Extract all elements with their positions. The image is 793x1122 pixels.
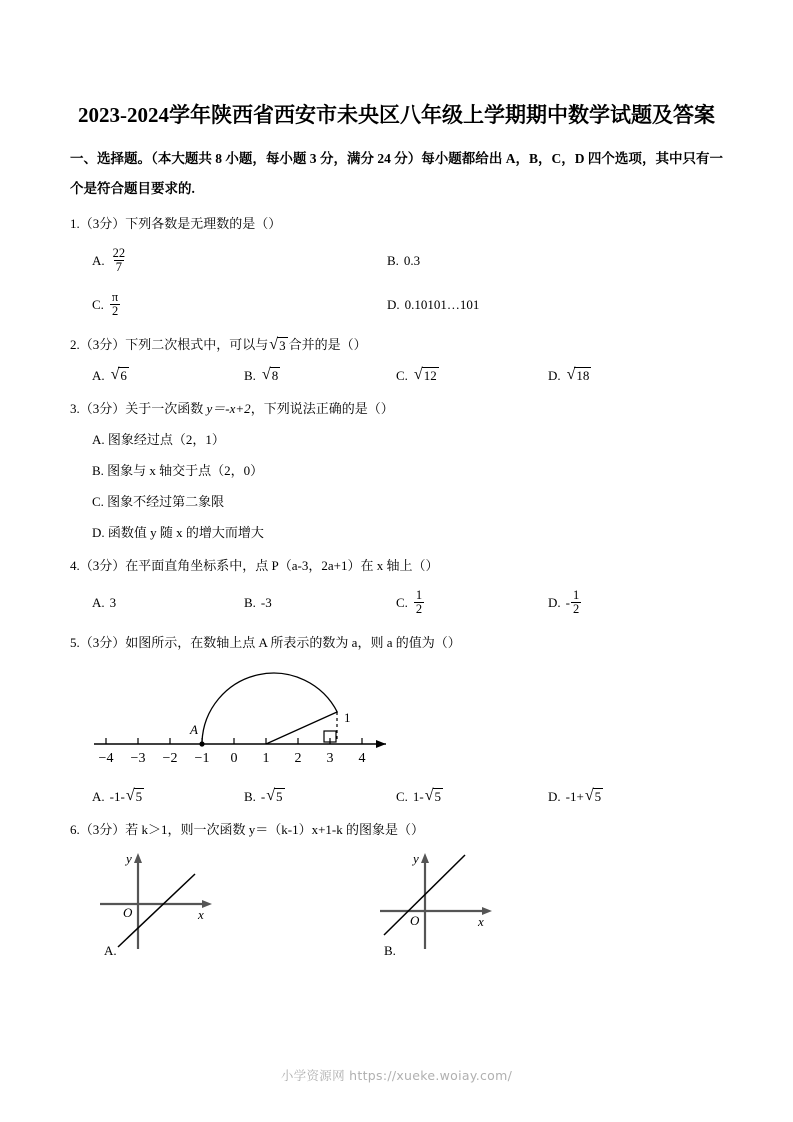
radicand: 12	[423, 367, 437, 383]
question-1-option-a[interactable]	[92, 239, 387, 283]
sqrt-5	[126, 788, 144, 804]
option-label: C.	[396, 789, 408, 804]
question-3-answer-blank	[368, 393, 402, 424]
question-3-text-pre: 关于一次函数	[125, 401, 207, 416]
question-2-number: 2.	[70, 337, 80, 352]
sqrt-5	[585, 788, 603, 804]
question-1-number: 1.	[70, 216, 80, 231]
fraction-negative-1-over-2	[571, 589, 581, 616]
option-label: A.	[92, 368, 105, 383]
radicand: 5	[594, 788, 602, 804]
question-2-option-b[interactable]	[244, 360, 396, 391]
question-6	[70, 814, 723, 959]
radicand: 18	[576, 367, 590, 383]
graph-b-option-label: B.	[384, 943, 396, 958]
option-value: 0.10101…101	[404, 297, 480, 312]
question-4-option-b[interactable]	[244, 581, 396, 625]
option-value: 图象与 x 轴交于点（2，0）	[107, 463, 264, 478]
option-label: C.	[396, 595, 408, 610]
graph-a-diagram[interactable]	[90, 849, 240, 954]
fraction-numerator: 22	[112, 245, 126, 260]
option-label: D.	[548, 789, 561, 804]
arc-path	[202, 673, 338, 742]
fraction-pi-over-2	[110, 291, 120, 318]
option-label: D.	[387, 297, 400, 312]
number-line-tick-labels	[99, 751, 366, 766]
question-2-stem	[70, 329, 723, 360]
question-1-answer-blank	[255, 208, 289, 239]
option-value: -3	[260, 595, 272, 610]
option-label: D.	[548, 368, 561, 383]
radicand: 3	[279, 338, 286, 354]
question-3-option-c[interactable]	[70, 486, 723, 517]
question-2-option-a[interactable]	[92, 360, 244, 391]
question-3-text-post: ，下列说法正确的是	[250, 401, 368, 416]
question-2-options	[70, 360, 723, 391]
graph-a-x-label: x	[198, 907, 204, 922]
sqrt-12	[414, 367, 439, 383]
question-5-number: 5.	[70, 635, 80, 650]
question-5-stem	[70, 627, 723, 658]
graph-a-y-label: y	[126, 851, 132, 866]
question-6-answer-blank	[398, 814, 432, 845]
question-4-number: 4.	[70, 558, 80, 573]
option-prefix: -1-	[109, 789, 125, 804]
radicand: 6	[120, 367, 127, 383]
point-a-marker	[199, 741, 204, 746]
leg-length-label: 1	[344, 710, 351, 725]
question-2-option-d[interactable]	[548, 360, 700, 391]
question-4-options	[70, 581, 723, 625]
radical-sign: √	[261, 365, 271, 383]
graph-b-y-arrow-icon	[421, 853, 429, 863]
option-label: A.	[92, 595, 105, 610]
question-6-points: （3分）	[79, 822, 126, 837]
option-label: A.	[92, 789, 105, 804]
sqrt-3-inline	[269, 337, 287, 353]
sqrt-5	[266, 788, 284, 804]
option-label: C.	[396, 368, 408, 383]
question-3-option-d[interactable]	[70, 517, 723, 548]
question-1-option-b[interactable]	[387, 239, 682, 283]
graph-b-x-label: x	[478, 914, 484, 929]
fraction-denominator: 2	[111, 303, 119, 318]
graph-b-y-label: y	[413, 851, 419, 866]
question-3-function: y＝-x+2	[206, 401, 251, 416]
option-label: A.	[92, 253, 105, 268]
radical-sign: √	[125, 786, 135, 804]
svg-text:3: 3	[326, 751, 334, 766]
question-5-options	[70, 781, 723, 812]
question-3-option-b[interactable]	[70, 455, 723, 486]
option-prefix: 1-	[412, 789, 424, 804]
question-5-points: （3分）	[79, 635, 126, 650]
option-value: 图象经过点（2，1）	[107, 432, 225, 447]
fraction-numerator: π	[111, 289, 119, 304]
question-1-text: 下列各数是无理数的是	[125, 216, 256, 231]
question-4-answer-blank	[412, 550, 446, 581]
radical-sign: √	[424, 786, 434, 804]
sqrt-8	[262, 367, 280, 383]
radicand: 8	[271, 367, 279, 383]
radical-sign: √	[266, 786, 276, 804]
svg-text:0: 0	[230, 751, 238, 766]
document-content	[70, 96, 723, 961]
question-1-options-row-1	[70, 239, 723, 283]
option-value: 3	[109, 595, 117, 610]
option-label: B.	[244, 789, 256, 804]
question-6-text: 若 k＞1，则一次函数 y＝（k-1）x+1-k 的图象是	[125, 822, 399, 837]
question-3-number: 3.	[70, 401, 80, 416]
question-2-answer-blank	[341, 329, 375, 360]
question-5-text: 如图所示，在数轴上点 A 所表示的数为 a，则 a 的值为	[125, 635, 435, 650]
point-a-label: A	[190, 722, 198, 737]
option-label: C.	[92, 297, 104, 312]
svg-text:−3: −3	[130, 751, 146, 766]
sqrt-18	[567, 367, 592, 383]
question-2-option-c[interactable]	[396, 360, 548, 391]
sqrt-5	[425, 788, 443, 804]
question-4-stem	[70, 550, 723, 581]
graph-a-origin-label: O	[123, 905, 133, 920]
page-title: 2023-2024学年陕西省西安市未央区八年级上学期期中数学试题及答案	[78, 103, 715, 127]
question-2	[70, 329, 723, 391]
question-4-option-a[interactable]	[92, 581, 244, 625]
option-label: A.	[92, 432, 105, 447]
axis-arrow-icon	[376, 740, 386, 748]
question-5-figure	[70, 664, 723, 779]
graph-b-origin-label: O	[410, 913, 420, 928]
svg-text:1: 1	[262, 751, 270, 766]
fraction-denominator: 7	[115, 259, 123, 274]
radical-sign: √	[413, 365, 423, 383]
option-label: B.	[244, 368, 256, 383]
question-3-option-a[interactable]	[70, 424, 723, 455]
fraction-22-over-7	[111, 247, 128, 274]
svg-text:4: 4	[358, 751, 366, 766]
question-3-points: （3分）	[79, 401, 126, 416]
question-1	[70, 208, 723, 327]
radicand: 5	[135, 788, 143, 804]
question-1-option-c[interactable]	[92, 283, 387, 327]
graph-a-y-arrow-icon	[134, 853, 142, 863]
question-5-option-a[interactable]	[92, 781, 244, 812]
question-4-option-c[interactable]	[396, 581, 548, 625]
option-label: D.	[92, 525, 105, 540]
option-value: 0.3	[403, 253, 421, 268]
section-intro: 一、选择题。（本大题共 8 小题，每小题 3 分，满分 24 分）每小题都给出 A，B，C，D 四个选项，其中只有一个是符合题目要求的.	[70, 151, 723, 196]
graph-a-option-label: A.	[104, 943, 117, 958]
option-prefix: -1+	[565, 789, 584, 804]
minus-sign: -	[565, 595, 570, 610]
option-label: B.	[387, 253, 399, 268]
option-label: D.	[548, 595, 561, 610]
question-6-figures	[70, 849, 723, 959]
option-value: 图象不经过第二象限	[107, 494, 225, 509]
question-5-answer-blank	[435, 627, 469, 658]
question-2-text-pre: 下列二次根式中，可以与	[125, 337, 269, 352]
option-label: C.	[92, 494, 104, 509]
question-1-points: （3分）	[79, 216, 126, 231]
question-4-option-d[interactable]	[548, 581, 700, 625]
question-5-option-d[interactable]	[548, 781, 700, 812]
question-6-graph-b-cell	[370, 849, 650, 959]
radical-sign: √	[566, 365, 576, 383]
question-6-stem	[70, 814, 723, 845]
svg-text:−2: −2	[162, 751, 178, 766]
question-2-points: （3分）	[79, 337, 126, 352]
svg-text:−1: −1	[194, 751, 210, 766]
triangle-hypotenuse	[266, 712, 337, 744]
question-1-stem	[70, 208, 723, 239]
radical-sign: √	[110, 365, 120, 383]
question-6-graph-a-cell	[90, 849, 370, 959]
fraction-numerator: 1	[572, 587, 580, 602]
option-label: B.	[244, 595, 256, 610]
svg-text:−4: −4	[98, 751, 114, 766]
question-3-options	[70, 424, 723, 548]
option-label: B.	[92, 463, 104, 478]
number-line-diagram	[86, 664, 406, 774]
question-5	[70, 627, 723, 812]
radicand: 5	[276, 788, 283, 804]
question-3-stem	[70, 393, 723, 424]
fraction-1-over-2	[414, 589, 424, 616]
question-6-number: 6.	[70, 822, 80, 837]
question-5-option-b[interactable]	[244, 781, 396, 812]
question-4-text: 在平面直角坐标系中，点 P（a-3，2a+1）在 x 轴上	[125, 558, 413, 573]
fraction-numerator: 1	[415, 587, 423, 602]
sqrt-6	[111, 367, 129, 383]
question-1-options-row-2	[70, 283, 723, 327]
radicand: 5	[434, 788, 442, 804]
question-4-points: （3分）	[79, 558, 126, 573]
graph-b-diagram[interactable]	[370, 849, 520, 954]
svg-text:2: 2	[294, 751, 302, 766]
question-2-text-post: 合并的是	[288, 337, 341, 352]
question-5-option-c[interactable]	[396, 781, 548, 812]
option-prefix: -	[260, 789, 266, 804]
radical-sign: √	[584, 786, 594, 804]
question-3	[70, 393, 723, 548]
fraction-denominator: 2	[415, 601, 423, 616]
question-4	[70, 550, 723, 625]
option-value: 函数值 y 随 x 的增大而增大	[107, 525, 264, 540]
footer-watermark: 小学资源网 https://xueke.woiay.com/	[280, 1068, 513, 1083]
question-1-option-d[interactable]	[387, 283, 682, 327]
fraction-denominator: 2	[572, 601, 580, 616]
radical-sign: √	[269, 336, 279, 354]
